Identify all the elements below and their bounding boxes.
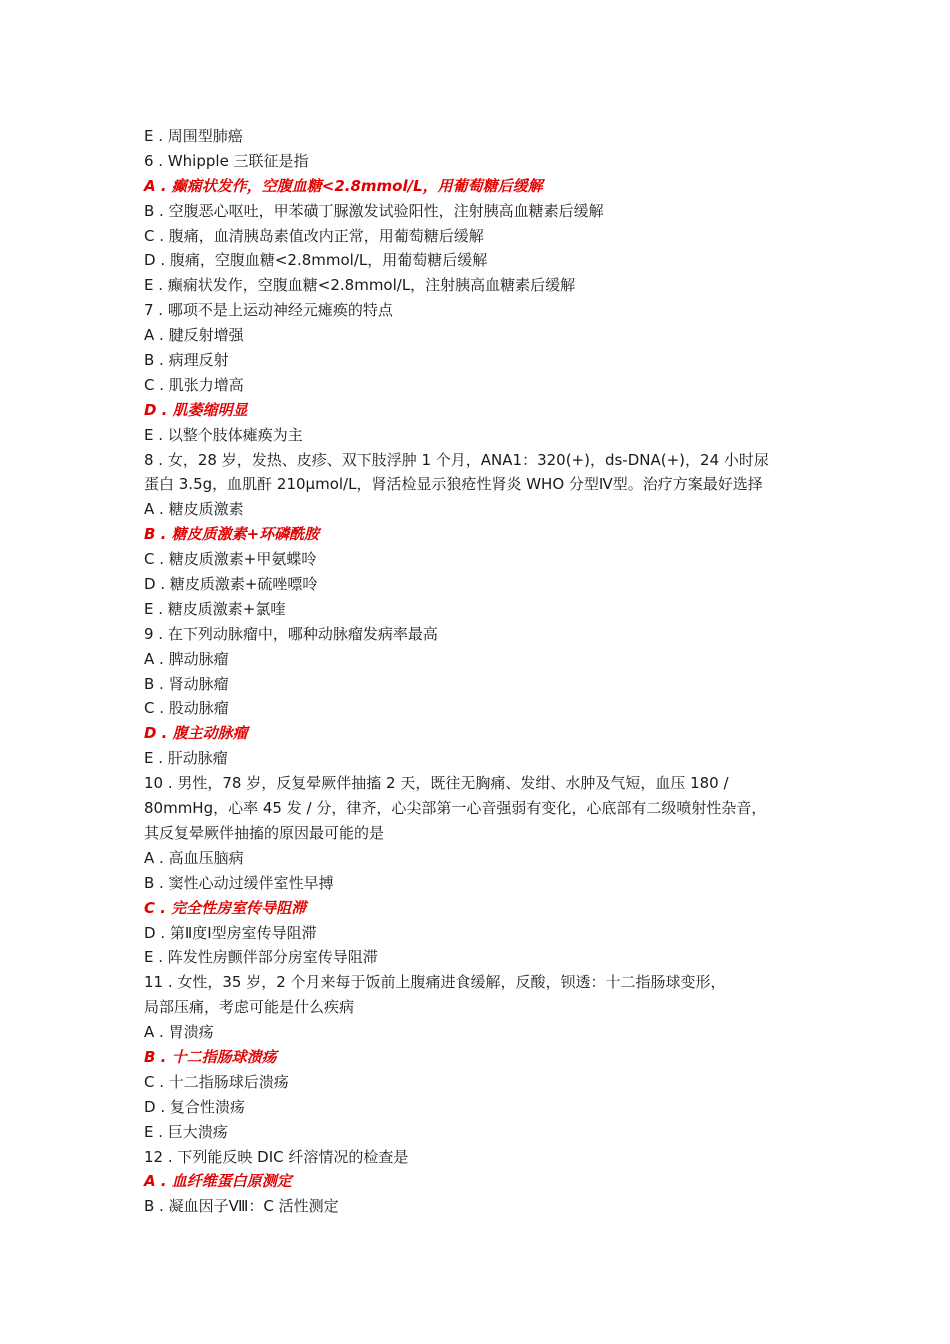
document-text-line: B . 空腹恶心呕吐，甲苯磺丁脲激发试验阳性，注射胰高血糖素后缓解	[144, 201, 604, 220]
document-text-line: E . 癫痫状发作，空腹血糖<2.8mmol/L，注射胰高血糖素后缓解	[144, 276, 576, 295]
document-text-line: 9 . 在下列动脉瘤中，哪种动脉瘤发病率最高	[144, 624, 438, 643]
document-text-line: A . 糖皮质激素	[144, 500, 244, 519]
document-text-line: 6 . Whipple 三联征是指	[144, 151, 309, 170]
answer-option-line: A . 血纤维蛋白原测定	[144, 1172, 292, 1191]
document-text-line: E . 肝动脉瘤	[144, 749, 228, 768]
answer-option-line: D . 腹主动脉瘤	[144, 724, 248, 743]
document-text-line: B . 窦性心动过缓伴室性早搏	[144, 873, 334, 892]
document-text-line: E . 巨大溃疡	[144, 1122, 228, 1141]
answer-option-line: A . 癫痫状发作，空腹血糖<2.8mmol/L，用葡萄糖后缓解	[144, 176, 543, 195]
document-text-line: C . 腹痛，血清胰岛素值改内正常，用葡萄糖后缓解	[144, 226, 484, 245]
document-text-line: 其反复晕厥伴抽搐的原因最可能的是	[144, 823, 385, 842]
document-text-line: B . 病理反射	[144, 351, 229, 370]
answer-option-line: D . 肌萎缩明显	[144, 400, 248, 419]
document-text-line: E . 以整个肢体瘫痪为主	[144, 425, 303, 444]
document-text-line: B . 凝血因子Ⅷ：C 活性测定	[144, 1197, 339, 1216]
document-text-line: 局部压痛，考虑可能是什么疾病	[144, 998, 355, 1017]
document-text-line: 10 . 男性，78 岁，反复晕厥伴抽搐 2 天，既往无胸痛、发绀、水肿及气短，血压 180 /	[144, 774, 729, 793]
document-text-line: E . 周围型肺癌	[144, 127, 243, 145]
answer-option-line: B . 糖皮质激素+环磷酰胺	[144, 525, 320, 544]
document-text-line: 12 . 下列能反映 DIC 纤溶情况的检查是	[144, 1147, 409, 1166]
document-text-line: D . 糖皮质激素+硫唑嘌呤	[144, 575, 318, 594]
document-text-line: C . 十二指肠球后溃疡	[144, 1072, 289, 1091]
document-text-line: A . 脾动脉瘤	[144, 649, 229, 668]
document-text-line: 11 . 女性，35 岁，2 个月来每于饭前上腹痛进食缓解，反酸，钡透：十二指肠球变形，	[144, 973, 726, 992]
document-text-line: C . 股动脉瘤	[144, 699, 229, 718]
document-text-line: 80mmHg，心率 45 发 / 分，律齐，心尖部第一心音强弱有变化，心底部有二级喷射性杂音，	[144, 799, 767, 818]
document-text-line: A . 胃溃疡	[144, 1023, 214, 1042]
document-text-line: 7 . 哪项不是上运动神经元瘫痪的特点	[144, 301, 393, 320]
document-text-line: E . 糖皮质激素+氯喹	[144, 599, 286, 618]
document-text-line: A . 腱反射增强	[144, 326, 244, 345]
answer-option-line: C . 完全性房室传导阻滞	[144, 898, 307, 917]
document-text-line: 8 . 女，28 岁，发热、皮疹、双下肢浮肿 1 个月，ANA1：320(+)，ds-DNA(+)，24 小时尿	[144, 450, 769, 469]
document-text-line: A . 高血压脑病	[144, 848, 244, 867]
document-text-line: 蛋白 3.5g，血肌酐 210μmol/L，肾活检显示狼疮性肾炎 WHO 分型Ⅳ型。治疗方案最好选择	[144, 475, 763, 494]
document-text-line: C . 肌张力增高	[144, 375, 244, 394]
document-text-line: D . 腹痛，空腹血糖<2.8mmol/L，用葡萄糖后缓解	[144, 251, 488, 270]
answer-option-line: B . 十二指肠球溃疡	[144, 1047, 277, 1066]
document-text-line: C . 糖皮质激素+甲氨蝶呤	[144, 550, 317, 569]
document-body	[144, 124, 824, 1219]
document-text-line: B . 肾动脉瘤	[144, 674, 229, 693]
document-text-line: D . 复合性溃疡	[144, 1097, 245, 1116]
document-text-line: E . 阵发性房颤伴部分房室传导阻滞	[144, 948, 378, 967]
document-text-line: D . 第Ⅱ度Ⅰ型房室传导阻滞	[144, 923, 317, 942]
